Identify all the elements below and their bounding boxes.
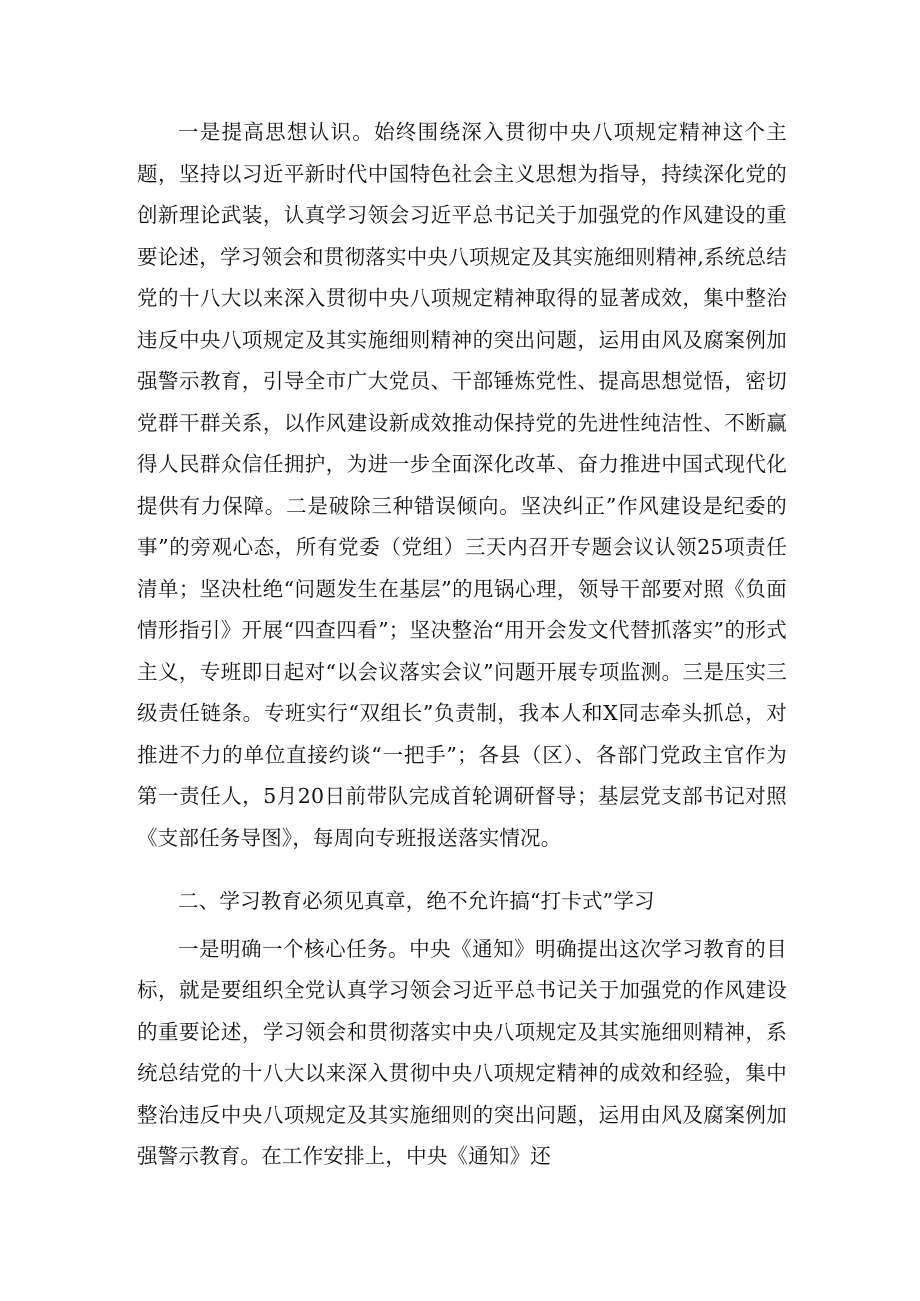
section-heading-study-education: 二、学习教育必须见真章，绝不允许搞“打卡式”学习 [178, 889, 655, 913]
document-body [137, 112, 787, 1178]
paragraph-thought-awareness: 一是提高思想认识。始终围绕深入贯彻中央八项规定精神这个主题，坚持以习近平新时代中国特色社会主义思想为指导，持续深化党的创新理论武装，认真学习领会习近平总书记关于加强党的作风建设的重要论述，学习领会和贯彻落实中央八项规定及其实施细则精神,系统总结党的十八大以来深入贯彻中央八项规定精神取得的显著成效，集中整治违反中央八项规定及其实施细则精神的突出问题，运用由风及腐案例加强警示教育，引导全市广大党员、干部锤炼党性、提高思想觉悟，密切党群干群关系，以作风建设新成效推动保持党的先进性纯洁性、不断赢得人民群众信任拥护，为进一步全面深化改革、奋力推进中国式现代化提供有力保障。二是破除三种错误倾向。坚决纠正”作风建设是纪委的事”的旁观心态，所有党委（党组）三天内召开专题会议认领25项责任清单；坚决杜绝“问题发生在基层”的甩锅心理，领导干部要对照《负面情形指引》开展“四查四看”；坚决整治“用开会发文代替抓落实”的形式主义，专班即日起对“以会议落实会议”问题开展专项监测。三是压实三级责任链条。专班实行“双组长”负责制，我本人和X同志牵头抓总，对推进不力的单位直接约谈“一把手”；各县（区）、各部门党政主官作为第一责任人，5月20日前带队完成首轮调研督导；基层党支部书记对照《支部任务导图》，每周向专班报送落实情况。 [137, 120, 787, 850]
paragraph-core-task: 一是明确一个核心任务。中央《通知》明确提出这次学习教育的目标，就是要组织全党认真学习领会习近平总书记关于加强党的作风建设的重要论述，学习领会和贯彻落实中央八项规定及其实施细则精神，系统总结党的十八大以来深入贯彻中央八项规定精神的成效和经验，集中整治违反中央八项规定及其实施细则的突出问题，运用由风及腐案例加强警示教育。在工作安排上，中央《通知》还 [137, 936, 787, 1168]
